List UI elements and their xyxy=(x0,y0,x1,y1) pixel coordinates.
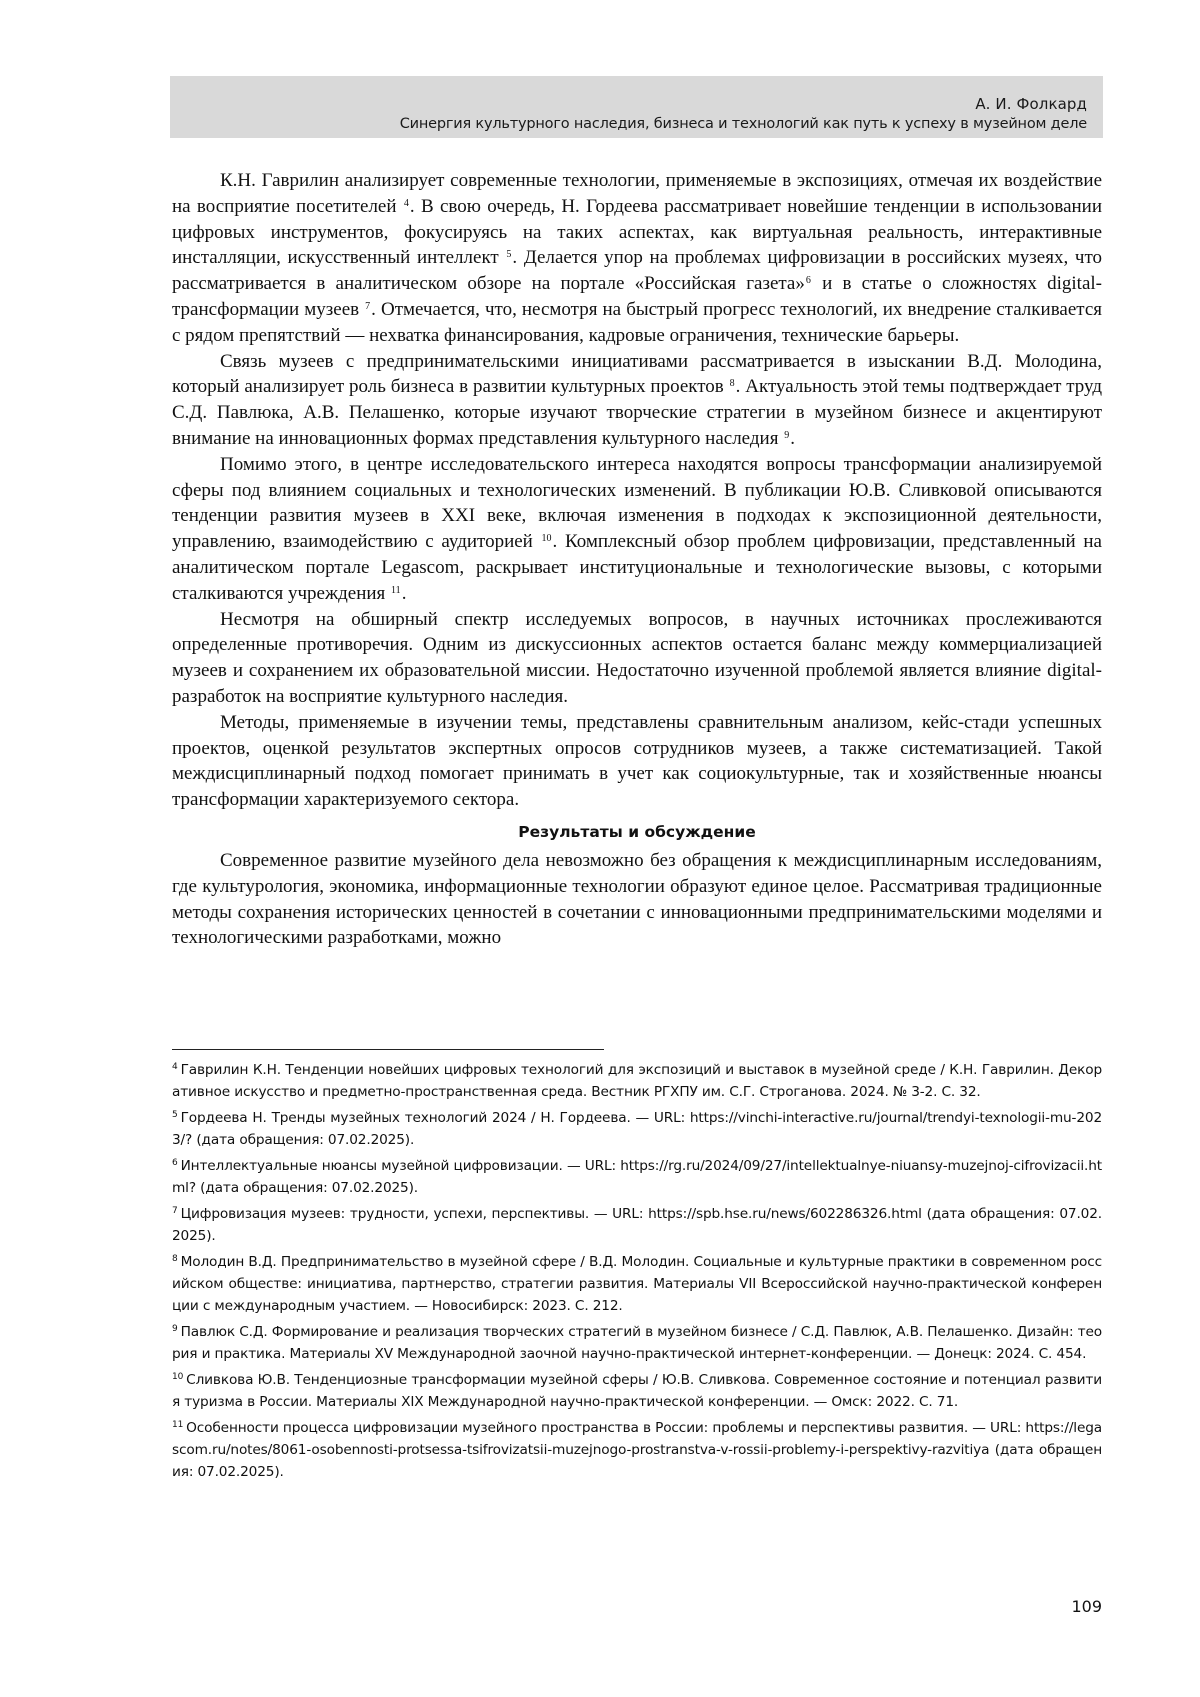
paragraph-text: и в статье о сложностях digital-трансформации музеев xyxy=(172,273,1102,320)
footnote-text: Павлюк С.Д. Формирование и реализация творческих стратегий в музейном бизнесе / С.Д. Павлюк, А.В. Пелашенко. Дизайн: теория и практика. Материалы XV Международной заочной научно-практической интернет-конференции. — Донецк: 2024. С. 454. xyxy=(172,1324,1102,1362)
footnote-number: 8 xyxy=(172,1254,178,1264)
paragraph xyxy=(172,168,1102,349)
footnote-text: Гордеева Н. Тренды музейных технологий 2024 / Н. Гордеева. — URL: https://vinchi-interactive.ru/journal/trendyi-texnologii-mu-2023/? (дата обращения: 07.02.2025). xyxy=(172,1110,1102,1148)
footnote-text: Интеллектуальные нюансы музейной цифровизации. — URL: https://rg.ru/2024/09/27/intellektualnye-niuansy-muzejnoj-cifrovizacii.html? (дата обращения: 07.02.2025). xyxy=(172,1158,1102,1196)
footnote xyxy=(172,1321,1102,1365)
paragraph-text: Связь музеев с предпринимательскими инициативами рассматривается в изыскании В.Д. Молодина, который анализирует роль бизнеса в развитии культурных проектов xyxy=(172,350,1102,398)
header-author: А. И. Фолкард xyxy=(975,95,1087,113)
header-title: Синергия культурного наследия, бизнеса и технологий как путь к успеху в музейном деле xyxy=(399,116,1087,132)
footnote xyxy=(172,1417,1102,1483)
paragraph-text: . Актуальность этой темы подтверждает труд С.Д. Павлюка, А.В. Пелашенко, которые изучают творческие стратегии в музейном бизнесе и акцентируют внимание на инновационных формах представления культурного наследия xyxy=(172,376,1103,449)
paragraph xyxy=(172,848,1102,951)
paragraph-text: . Отмечается, что, несмотря на быстрый прогресс технологий, их внедрение сталкивается с рядом препятствий — нехватка финансирования, кадровые ограничения, технические барьеры. xyxy=(172,298,1102,346)
paragraph xyxy=(172,607,1102,710)
footnote-text: Гаврилин К.Н. Тенденции новейших цифровых технологий для экспозиций и выставок в музейной среде / К.Н. Гаврилин. Декоративное искусство и предметно-пространственная среда. Вестник РГХПУ им. С.Г. Строганова. 2024. № 3-2. С. 32. xyxy=(172,1062,1102,1100)
footnote-separator xyxy=(172,1049,604,1050)
footnote-text: Сливкова Ю.В. Тенденциозные трансформации музейной сферы / Ю.В. Сливкова. Современное состояние и потенциал развития туризма в России. Материалы XIX Международной научно-практической конференции. — Омск: 2022. С. 71. xyxy=(172,1372,1102,1410)
footnote-text: Молодин В.Д. Предпринимательство в музейной сфере / В.Д. Молодин. Социальные и культурные практики в современном российском обществе: инициатива, партнерство, стратегии развития. Материалы VII Всероссийской научно-практической конференции с международным участием. — Новосибирск: 2023. С. 212. xyxy=(172,1254,1102,1314)
footnote-ref[interactable]: 9 xyxy=(784,429,790,441)
footnote xyxy=(172,1369,1102,1413)
footnote-number: 4 xyxy=(172,1062,178,1072)
footnote-number: 5 xyxy=(172,1110,178,1120)
paragraph-text: Современное развитие музейного дела невозможно без обращения к междисциплинарным исследованиям, где культурология, экономика, информационные технологии образуют единое целое. Рассматривая традиционные методы сохранения исторических ценностей в сочетании с инновационными предпринимательскими моделями и технологическими разработками, можно xyxy=(172,849,1102,949)
footnote-number: 10 xyxy=(172,1372,184,1382)
footnote xyxy=(172,1107,1102,1151)
footnote-ref[interactable]: 7 xyxy=(365,300,371,312)
footnote-ref[interactable]: 8 xyxy=(729,378,735,390)
paragraphs-before-heading xyxy=(172,168,1102,813)
footnote-text: Особенности процесса цифровизации музейного пространства в России: проблемы и перспективы развития. — URL: https://legascom.ru/notes/8061-osobennosti-protsessa-tsifrovizatsii-muzejnogo-prostranstva-v-rossii-problemy-i-perspektivy-razvitiya (дата обращения: 07.02.2025). xyxy=(172,1420,1102,1480)
paragraph xyxy=(172,349,1102,452)
footnote-number: 7 xyxy=(172,1206,178,1216)
footnote-ref[interactable]: 5 xyxy=(506,249,512,261)
footnote-ref[interactable]: 4 xyxy=(403,197,409,209)
footnote xyxy=(172,1251,1102,1317)
footnote-number: 9 xyxy=(172,1324,178,1334)
paragraph-text: К.Н. Гаврилин анализирует современные технологии, применяемые в экспозициях, отмечая их воздействие на восприятие посетителей xyxy=(172,170,1102,217)
footnotes xyxy=(172,1059,1102,1487)
paragraph xyxy=(172,710,1102,813)
paragraph-text: Помимо этого, в центре исследовательского интереса находятся вопросы трансформации анализируемой сферы под влиянием социальных и технологических изменений. В публикации Ю.В. Сливковой описываются тенденции развития музеев в XXI веке, включая изменения в подходах к экспозиционной деятельности, управлению, взаимодействию с аудиторией xyxy=(172,453,1102,553)
footnote-number: 6 xyxy=(172,1158,178,1168)
footnote-number: 11 xyxy=(172,1420,184,1430)
paragraph-text: . xyxy=(401,582,407,604)
paragraph-text: . Комплексный обзор проблем цифровизации, представленный на аналитическом портале Legascom, раскрывает институциональные и технологические вызовы, с которыми сталкиваются учреждения xyxy=(172,531,1102,604)
footnote-ref[interactable]: 6 xyxy=(805,275,811,287)
paragraph-text: Методы, применяемые в изучении темы, представлены сравнительным анализом, кейс-стади успешных проектов, оценкой результатов экспертных опросов сотрудников музеев, а также систематизацией. Такой междисциплинарный подход помогает принимать в учет как социокультурные, так и хозяйственные нюансы трансформации характеризуемого сектора. xyxy=(172,711,1102,811)
page-number: 109 xyxy=(1071,1597,1102,1616)
paragraph-text: . Делается упор на проблемах цифровизации в российских музеях, что рассматривается в аналитическом обзоре на портале «Российская газета» xyxy=(172,247,1102,295)
paragraph-text: . xyxy=(790,427,795,449)
paragraph xyxy=(172,452,1102,607)
paragraph-text: Несмотря на обширный спектр исследуемых вопросов, в научных источниках прослеживаются определенные противоречия. Одним из дискуссионных аспектов остается баланс между коммерциализацией музеев и сохранением их образовательной миссии. Недостаточно изученной проблемой является влияние digital-разработок на восприятие культурного наследия. xyxy=(172,608,1102,707)
section-heading: Результаты и обсуждение xyxy=(518,822,756,841)
footnote xyxy=(172,1203,1102,1247)
footnote-ref[interactable]: 11 xyxy=(391,584,401,596)
footnote xyxy=(172,1059,1102,1103)
footnote-text: Цифровизация музеев: трудности, успехи, перспективы. — URL: https://spb.hse.ru/news/602286326.html (дата обращения: 07.02.2025). xyxy=(172,1206,1102,1244)
paragraphs-after-heading xyxy=(172,848,1102,951)
article-body xyxy=(172,168,1102,951)
paragraph-text: . В свою очередь, Н. Гордеева рассматривает новейшие тенденции в использовании цифровых инструментов, фокусируясь на таких аспектах, как виртуальная реальность, интерактивные инсталляции, искусственный интеллект xyxy=(172,195,1103,269)
footnote xyxy=(172,1155,1102,1199)
footnote-ref[interactable]: 10 xyxy=(541,533,552,545)
running-header xyxy=(170,76,1103,138)
